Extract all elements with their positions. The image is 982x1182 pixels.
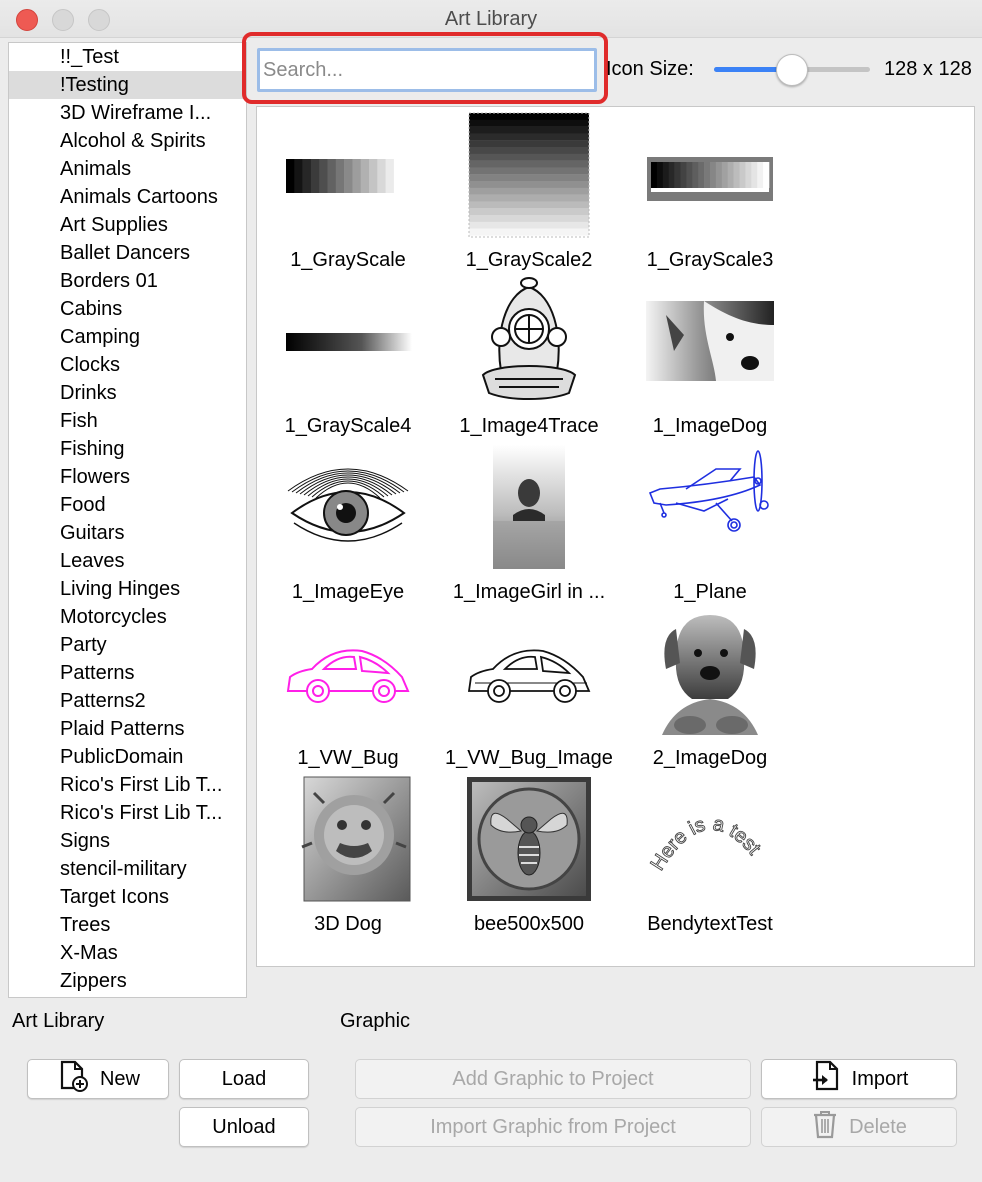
- grayscale-ruler-icon: [646, 109, 774, 241]
- icon-size-value: 128 x 128: [884, 58, 972, 80]
- graphic-tile[interactable]: [439, 607, 619, 773]
- graphic-name: 1_ImageDog: [652, 415, 768, 437]
- library-item[interactable]: Flowers: [60, 466, 131, 488]
- library-item[interactable]: Motorcycles: [60, 606, 167, 628]
- library-item[interactable]: X-Mas: [60, 942, 118, 964]
- library-item[interactable]: Rico's First Lib T...: [60, 802, 223, 824]
- graphic-name: 1_Image4Trace: [459, 415, 599, 437]
- graphic-tile[interactable]: [258, 939, 438, 967]
- library-item[interactable]: 3D Wireframe I...: [60, 102, 212, 124]
- delete-label: Delete: [849, 1115, 907, 1138]
- bee-relief-icon: [465, 773, 593, 905]
- import-label: Import: [851, 1067, 909, 1090]
- graphic-name: bee500x500: [473, 913, 585, 935]
- library-item[interactable]: Art Supplies: [60, 214, 168, 236]
- graphic-tile[interactable]: [258, 773, 438, 939]
- new-file-icon: [56, 1059, 90, 1099]
- library-list[interactable]: [8, 42, 247, 998]
- graphic-name: 1_GrayScale3: [646, 249, 774, 271]
- library-item[interactable]: Ballet Dancers: [60, 242, 191, 264]
- add-graphic-label: Add Graphic to Project: [452, 1067, 654, 1090]
- graphic-tile[interactable]: [439, 441, 619, 607]
- slider-thumb[interactable]: [776, 54, 808, 86]
- library-item[interactable]: Food: [60, 494, 106, 516]
- graphic-tile[interactable]: [439, 109, 619, 275]
- bulldog-relief-icon: [284, 773, 412, 905]
- import-graphic-from-project-label: Import Graphic from Project: [430, 1115, 676, 1138]
- graphics-grid: [256, 106, 975, 967]
- library-item[interactable]: Target Icons: [60, 886, 169, 908]
- library-item[interactable]: Clocks: [60, 354, 121, 376]
- graphic-tile[interactable]: [439, 275, 619, 441]
- new-library-button[interactable]: [27, 1059, 169, 1099]
- library-item[interactable]: Signs: [60, 830, 111, 852]
- vw-bug-magenta-icon: [284, 607, 412, 739]
- graphic-tile[interactable]: [620, 109, 800, 275]
- library-item[interactable]: Borders 01: [60, 270, 158, 292]
- vw-bug-outline-icon: [465, 607, 593, 739]
- grayscale-gradient-icon: [284, 275, 412, 407]
- icon-size-label: Icon Size:: [606, 58, 694, 80]
- library-item[interactable]: Patterns2: [60, 690, 146, 712]
- add-graphic-to-project-button[interactable]: [355, 1059, 751, 1099]
- load-library-label: Load: [221, 1067, 267, 1090]
- library-item[interactable]: Animals: [60, 158, 132, 180]
- arc-text: Here is a test: [646, 812, 765, 875]
- library-item[interactable]: Fishing: [60, 438, 125, 460]
- graphic-tile[interactable]: [620, 773, 800, 939]
- grayscale-steps-icon: [465, 109, 593, 241]
- window-title: Art Library: [444, 8, 538, 30]
- unload-library-button[interactable]: [179, 1107, 309, 1147]
- diving-helmet-icon: [465, 275, 593, 407]
- library-item[interactable]: Trees: [60, 914, 111, 936]
- graphic-name: 1_Plane: [673, 581, 747, 603]
- graphic-section-label: Graphic: [340, 1010, 411, 1032]
- graphic-tile[interactable]: [258, 275, 438, 441]
- partial-tile-icon: [284, 939, 412, 967]
- arc-text-icon: [646, 773, 774, 905]
- library-item[interactable]: Drinks: [60, 382, 117, 404]
- library-item[interactable]: PublicDomain: [60, 746, 184, 768]
- svg-text:Here is a test: [647, 813, 765, 874]
- library-item[interactable]: Living Hinges: [60, 578, 181, 600]
- library-item[interactable]: Animals Cartoons: [60, 186, 218, 208]
- graphic-tile[interactable]: [258, 441, 438, 607]
- library-item[interactable]: !!_Test: [60, 46, 119, 68]
- library-item[interactable]: Cabins: [60, 298, 123, 320]
- grayscale-bar-icon: [284, 109, 412, 241]
- unload-library-label: Unload: [212, 1115, 276, 1138]
- graphic-name: 3D Dog: [314, 913, 382, 935]
- icon-size-slider[interactable]: [714, 54, 870, 86]
- graphic-tile[interactable]: [620, 607, 800, 773]
- graphic-name: 1_VW_Bug_Image: [445, 747, 613, 769]
- search-input[interactable]: [257, 48, 597, 92]
- library-item[interactable]: Camping: [60, 326, 141, 348]
- trash-icon: [811, 1108, 839, 1146]
- art-library-section-label: Art Library: [12, 1010, 105, 1032]
- graphic-tile[interactable]: [439, 773, 619, 939]
- dog-photo-icon: [646, 275, 774, 407]
- graphic-name: 1_ImageEye: [291, 581, 405, 603]
- library-item[interactable]: Rico's First Lib T...: [60, 774, 223, 796]
- library-item[interactable]: Guitars: [60, 522, 125, 544]
- girl-photo-icon: [465, 441, 593, 573]
- import-graphic-from-project-button[interactable]: [355, 1107, 751, 1147]
- puppy-photo-icon: [646, 607, 774, 739]
- new-library-label: New: [99, 1067, 140, 1090]
- graphic-name: 1_GrayScale4: [284, 415, 412, 437]
- graphic-name: BendytextTest: [647, 913, 773, 935]
- library-item[interactable]: stencil-military: [60, 858, 187, 880]
- library-item[interactable]: Fish: [60, 410, 98, 432]
- library-item[interactable]: Plaid Patterns: [60, 718, 185, 740]
- graphic-tile[interactable]: [258, 109, 438, 275]
- library-item[interactable]: Leaves: [60, 550, 125, 572]
- graphic-name: 1_GrayScale2: [465, 249, 593, 271]
- library-item[interactable]: Patterns: [60, 662, 135, 684]
- graphic-name: 1_GrayScale: [290, 249, 406, 271]
- import-button[interactable]: [761, 1059, 957, 1099]
- graphic-tile[interactable]: [258, 607, 438, 773]
- load-library-button[interactable]: [179, 1059, 309, 1099]
- graphic-tile[interactable]: [620, 441, 800, 607]
- library-item[interactable]: Alcohol & Spirits: [60, 130, 206, 152]
- library-item[interactable]: Zippers: [60, 970, 127, 992]
- graphic-tile[interactable]: [620, 275, 800, 441]
- plane-outline-icon: [646, 441, 774, 573]
- delete-button[interactable]: [761, 1107, 957, 1147]
- graphic-name: 1_ImageGirl in ...: [452, 581, 606, 603]
- library-item[interactable]: Party: [60, 634, 107, 656]
- eye-engraving-icon: [284, 441, 412, 573]
- graphic-name: 1_VW_Bug: [297, 747, 399, 769]
- library-item[interactable]: !Testing: [9, 71, 246, 99]
- graphic-name: 2_ImageDog: [652, 747, 768, 769]
- import-file-icon: [810, 1059, 842, 1099]
